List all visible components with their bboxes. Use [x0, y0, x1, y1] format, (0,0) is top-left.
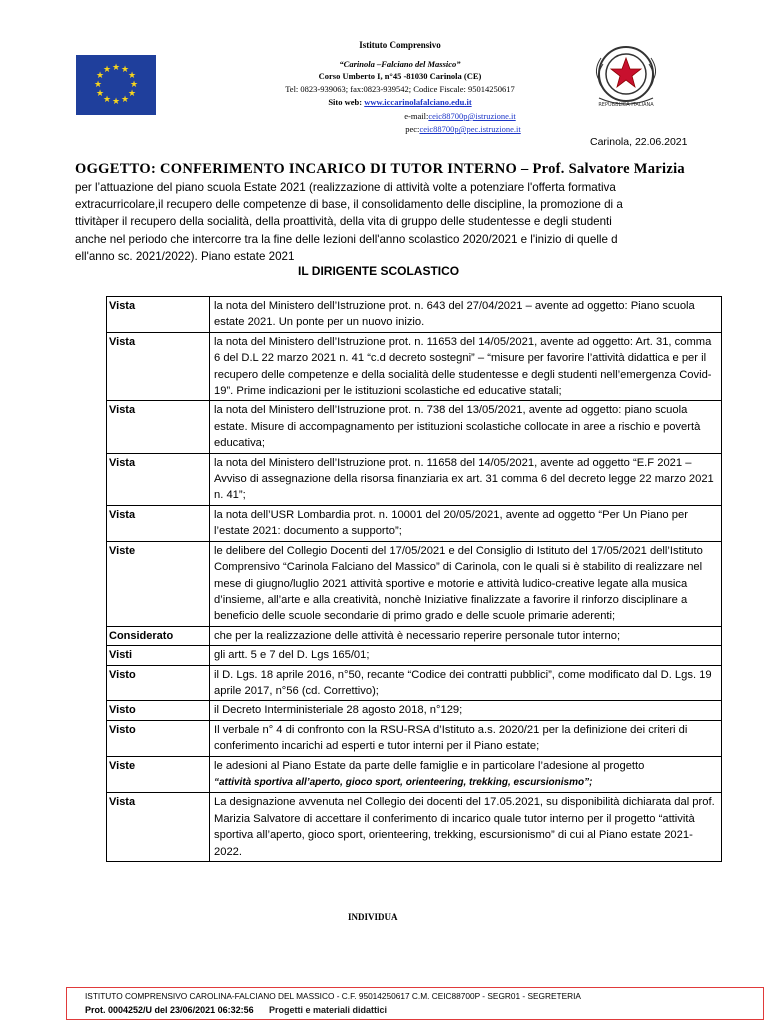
row-text: La designazione avvenuta nel Collegio dei docenti del 17.05.2021, su disponibilità dichiarata dal prof. Marizia Salvatore di accettare il conferimento di incarico quale tutor interno per il progetto “attività sportiva all’aperto, gioco sport, orienteering, trekking, escursionismo” di cui al Piano estate 2021-2022.	[210, 793, 722, 862]
subject-line: per l’attuazione del piano scuola Estate 2021 (realizzazione di attività volte a potenziare l'offerta formativa	[75, 181, 616, 194]
pec-link[interactable]: ceic88700p@pec.istruzione.it	[419, 124, 521, 134]
row-text: gli artt. 5 e 7 del D. Lgs 165/01;	[210, 646, 722, 665]
row-label: Visto	[107, 665, 210, 701]
row-label: Vista	[107, 332, 210, 401]
subject-line: ttivitàper il recupero della socialità, della proattività, della vita di gruppo delle studentesse e degli studenti	[75, 215, 612, 229]
svg-text:★: ★	[127, 89, 137, 99]
table-row	[107, 626, 722, 645]
school-subtitle: “Carinola –Falciano del Massico”	[339, 59, 461, 69]
eu-flag-logo	[76, 55, 156, 115]
row-text: le adesioni al Piano Estate da parte delle famiglie e in particolare l’adesione al progetto	[214, 759, 645, 772]
table-row	[107, 401, 722, 453]
table-row	[107, 646, 722, 665]
protocol-line-1: ISTITUTO COMPRENSIVO CAROLINA-FALCIANO DEL MASSICO - C.F. 95014250617 C.M. CEIC88700P - SEGR01 - SEGRETERIA	[85, 991, 581, 1001]
row-label: Vista	[107, 401, 210, 453]
table-row	[107, 756, 722, 793]
row-text: le delibere del Collegio Docenti del 17/05/2021 e del Consiglio di Istituto del 17/05/2021 dell’Istituto Comprensivo “Carinola Falciano del Massico” di Carinola, con le quali si è stabilito di realizzare nel mese di giugno/luglio 2021 attività sportive e motorie e attività ludico-creative legate alla musica d’insieme, all’arte e alla creatività, nonchè Iniziative finalizzate a favorire il rinforzo disciplinare a beneficio delle scuole secondarie di primo grado e delle scuole primarie aderenti;	[210, 541, 722, 626]
svg-text:★: ★	[111, 97, 121, 107]
row-text: la nota del Ministero dell’Istruzione prot. n. 643 del 27/04/2021 – avente ad oggetto: Piano scuola estate 2021. Un ponte per un nuovo inizio.	[210, 297, 722, 333]
svg-text:★: ★	[95, 89, 105, 99]
row-text: il D. Lgs. 18 aprile 2016, n°50, recante “Codice dei contratti pubblici”, come modificato dal D. Lgs. 19 aprile 2017, n°56 (cd. Correttivo);	[210, 665, 722, 701]
table-row	[107, 701, 722, 720]
svg-text:★: ★	[120, 65, 130, 75]
row-text-group	[210, 756, 722, 793]
svg-text:★: ★	[129, 80, 139, 90]
table-row	[107, 297, 722, 333]
row-text: la nota del Ministero dell’Istruzione prot. n. 738 del 13/05/2021, avente ad oggetto: piano scuola estate. Misure di accompagnamento per istituzioni scolastiche collocate in aree a rischio e povertà educativa;	[210, 401, 722, 453]
subject-line: anche nel periodo che intercorre tra la fine delle lezioni dell'anno scolastico 2020/2021 e l'inizio di quelle d	[75, 232, 618, 246]
table-row	[107, 453, 722, 505]
school-website	[200, 97, 600, 108]
document-date: Carinola, 22.06.2021	[590, 136, 688, 148]
email-label: e-mail:	[404, 111, 429, 121]
row-label: Visto	[107, 701, 210, 720]
row-label: Viste	[107, 541, 210, 626]
subject-line: ell'anno sc. 2021/2022). Piano estate 2021	[75, 249, 295, 263]
row-text: la nota dell’USR Lombardia prot. n. 10001 del 20/05/2021, avente ad oggetto “Per Un Piano per l’estate 2021: documento a supporto”;	[210, 505, 722, 541]
svg-text:★: ★	[111, 63, 121, 73]
protocol-line-2: Prot. 0004252/U del 23/06/2021 06:32:56	[85, 1005, 254, 1015]
svg-text:★: ★	[95, 71, 105, 81]
svg-text:★: ★	[127, 71, 137, 81]
website-link[interactable]: www.iccarinolafalciano.edu.it	[364, 97, 472, 107]
row-label: Vista	[107, 505, 210, 541]
svg-text:★: ★	[102, 95, 112, 105]
table-row	[107, 332, 722, 401]
svg-text:★: ★	[93, 80, 103, 90]
protocol-stamp	[66, 987, 764, 1020]
school-name: Istituto Comprensivo	[359, 40, 441, 50]
table-row	[107, 665, 722, 701]
row-label: Vista	[107, 453, 210, 505]
subject-heading: OGGETTO: CONFERIMENTO INCARICO DI TUTOR INTERNO – Prof. Salvatore Marizia	[75, 161, 685, 177]
row-text: Il verbale n° 4 di confronto con la RSU-RSA d’Istituto a.s. 2020/21 per la definizione dei criteri di conferimento incarichi ad esperti e tutor interni per il Piano estate;	[210, 720, 722, 756]
school-address: Corso Umberto I, n°45 -81030 Carinola (CE)	[318, 71, 482, 81]
row-text: che per la realizzazione delle attività è necessario reperire personale tutor interno;	[210, 626, 722, 645]
row-label: Visti	[107, 646, 210, 665]
table-row	[107, 793, 722, 862]
protocol-classification: Progetti e materiali didattici	[269, 1005, 388, 1015]
individua-heading: INDIVIDUA	[348, 912, 398, 922]
premises-table	[106, 296, 722, 862]
email-link[interactable]: ceic88700p@istruzione.it	[428, 111, 516, 121]
website-label: Sito web:	[328, 97, 365, 107]
table-row	[107, 541, 722, 626]
table-row	[107, 720, 722, 756]
emblem-text: REPUBBLICA ITALIANA	[598, 102, 654, 108]
row-label: Viste	[107, 756, 210, 793]
subject-body	[75, 179, 705, 265]
table-row	[107, 505, 722, 541]
svg-text:★: ★	[102, 65, 112, 75]
row-label: Vista	[107, 297, 210, 333]
row-label: Visto	[107, 720, 210, 756]
row-label: Considerato	[107, 626, 210, 645]
row-text: la nota del Ministero dell’Istruzione prot. n. 11658 del 14/05/2021, avente ad oggetto “E.F 2021 – Avviso di assegnazione della risorsa finanziaria ex art. 31 comma 6 del decreto legge 22 marzo 2021 n. 41”;	[210, 453, 722, 505]
svg-text:★: ★	[120, 95, 130, 105]
school-email	[260, 111, 660, 122]
school-phones: Tel: 0823-939063; fax:0823-939542; Codice Fiscale: 95014250617	[285, 84, 515, 94]
row-bold-text: “attività sportiva all’aperto, gioco sport, orienteering, trekking, escursionismo”;	[214, 776, 593, 788]
row-text: la nota del Ministero dell’Istruzione prot. n. 11653 del 14/05/2021, avente ad oggetto: Art. 31, comma 6 del D.L 22 marzo 2021 n. 41 “c.d decreto sostegni” – “misure per favorire l’attività didattica e per il recupero delle competenze e della socialità delle studentesse e degli studenti nell’emergenza Covid-19”. Prime indicazioni per le istituzioni scolastiche ed educative statali;	[210, 332, 722, 401]
row-label: Vista	[107, 793, 210, 862]
school-pec	[263, 124, 663, 135]
pec-label: pec:	[405, 124, 420, 134]
subject-line: extracurricolare,il recupero delle competenze di base, il consolidamento delle discipline, la promozione di a	[75, 198, 623, 212]
row-text: il Decreto Interministeriale 28 agosto 2018, n°129;	[210, 701, 722, 720]
section-title: IL DIRIGENTE SCOLASTICO	[298, 264, 460, 278]
